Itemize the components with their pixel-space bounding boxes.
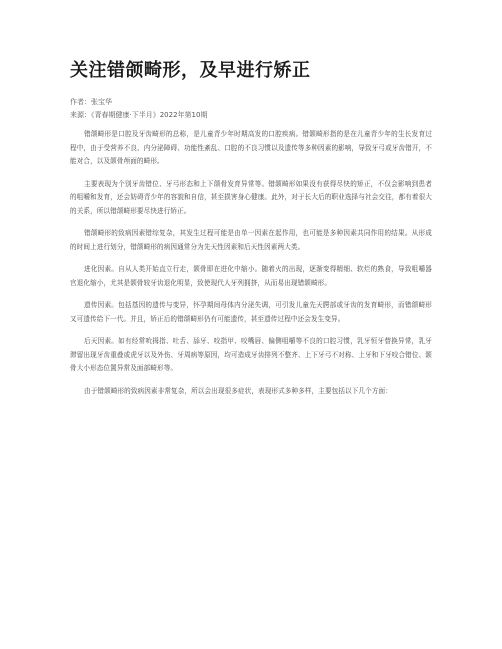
source-line: 来源：《青春期健康·下半月》2022年第10期 (70, 111, 208, 119)
paragraph: 由于错颌畸形的致病因素非常复杂，所以会出现很多症状，表现形式多种多样，主要包括以下几个方面： (84, 386, 392, 395)
article-title: 关注错颌畸形，及早进行矫正 (70, 60, 311, 81)
article-meta (70, 96, 432, 122)
paragraph: 遗传因素。包括基因的遗传与变异，怀孕期间母体内分泌失调，可引发儿童先天腭部或牙齿的发育畸形，而错颌畸形又可遗传给下一代。并且，矫正后的错颌畸形仍有可能遗传，甚至遗传过程中还会发生变异。 (70, 301, 432, 323)
paragraph: 后天因素。如有经常吮拇指、吐舌、舔牙、咬指甲、咬嘴唇、偏侧咀嚼等不良的口腔习惯，乳牙恒牙替换异常，乳牙滞留出现牙齿重叠或虎牙以及外伤、牙周病等原因，均可造成牙齿排列不整齐、上下牙弓不对称、上牙和下牙咬合错位、颌骨大小形态位置异常及面部畸形等。 (70, 337, 432, 372)
paragraph: 错颌畸形是口腔及牙齿畸形的总称，是儿童青少年时期高发的口腔疾病。错颌畸形指的是在儿童青少年的生长发育过程中，由于受营养不良、内分泌障碍、功能性紊乱、口腔的不良习惯以及遗传等多种因素的影响，导致牙弓或牙齿错开，不能对合，以及颌骨颅面的畸形。 (70, 130, 432, 165)
paragraph: 进化因素。自从人类开始直立行走，颌骨即在进化中缩小。随着火的出现，逐渐变得精细、软烂的熟食，导致咀嚼器官退化缩小，尤其是颌骨较牙齿退化明显，致使现代人牙列拥挤，从而易出现错颌畸形。 (70, 265, 432, 287)
article-body (70, 128, 432, 398)
paragraph: 错颌畸形的致病因素错综复杂，其发生过程可能是由单一因素在起作用，也可能是多种因素共同作用的结果。从形成的时间上进行划分，错颌畸形的病因通常分为先天性因素和后天性因素两大类。 (70, 229, 432, 251)
author-line: 作者：张宝华 (70, 98, 112, 106)
paragraph: 主要表现为个别牙齿错位、牙弓形态和上下颌骨发育异常等。错颌畸形如果没有获得尽快的矫正，不仅会影响到患者的咀嚼和发育，还会妨碍青少年的容貌和自信，甚至损害身心健康。此外，对于长大后的职业选择与社会交往，都有着很大的关系，所以错颌畸形要尽快进行矫正。 (70, 179, 432, 215)
